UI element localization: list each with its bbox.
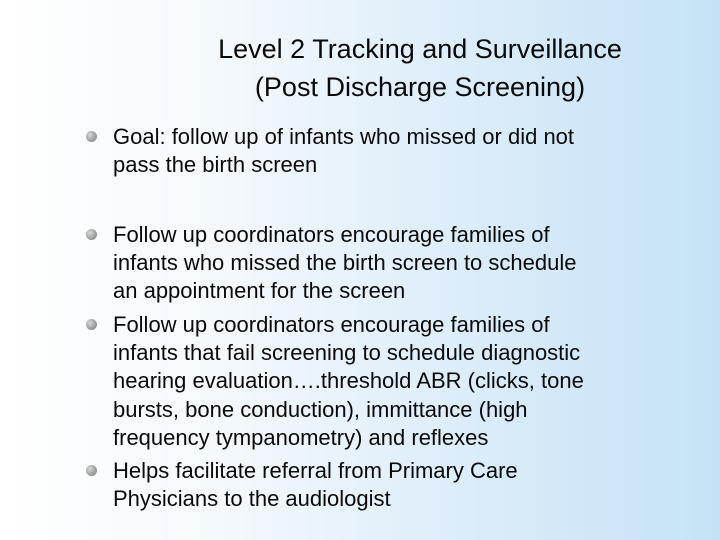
bullet-text — [113, 311, 713, 452]
bullet-line: an appointment for the screen — [113, 278, 406, 304]
bullet-line: pass the birth screen — [113, 152, 318, 178]
bullet-text — [113, 457, 713, 513]
bullet-line: Goal: follow up of infants who missed or did not — [113, 124, 575, 149]
bullet-text — [113, 123, 713, 179]
bullet-line: hearing evaluation….threshold ABR (clicks, tone — [113, 368, 584, 394]
bullet-dot-icon — [86, 131, 97, 142]
bullet-dot-icon — [86, 229, 97, 240]
bullet-line: infants that fail screening to schedule diagnostic — [113, 340, 581, 366]
bullet-line: Follow up coordinators encourage families of — [113, 312, 550, 337]
bullet-dot-icon — [86, 465, 97, 476]
slide-title-line-1: Level 2 Tracking and Surveillance — [218, 34, 622, 64]
bullet-dot-icon — [86, 319, 97, 330]
slide-title-line-2: (Post Discharge Screening) — [254, 72, 586, 102]
bullet-line: frequency tympanometry) and reflexes — [113, 424, 489, 450]
bullet-line: Physicians to the audiologist — [113, 486, 391, 512]
bullet-line: Helps facilitate referral from Primary Care — [113, 458, 518, 483]
bullet-text — [113, 221, 713, 306]
bullet-line: bursts, bone conduction), immittance (high — [113, 396, 528, 422]
bullet-line: infants who missed the birth screen to schedule — [113, 250, 577, 276]
bullet-line: Follow up coordinators encourage families of — [113, 222, 550, 247]
